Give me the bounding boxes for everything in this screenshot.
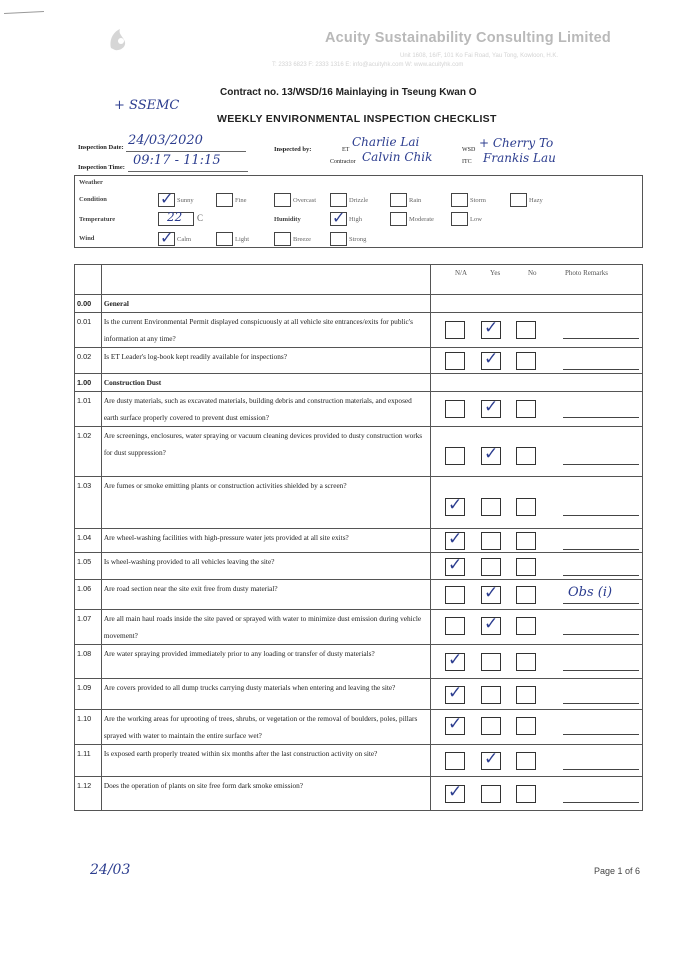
- no-checkbox[interactable]: [516, 586, 536, 604]
- humidity-low-label: Low: [470, 216, 482, 223]
- condition-fine-checkbox[interactable]: [216, 193, 233, 207]
- check-mark-icon: ✓: [332, 208, 346, 227]
- yes-checkbox[interactable]: [481, 397, 501, 418]
- answer-cell: [431, 348, 643, 374]
- table-row: [75, 348, 643, 374]
- no-checkbox[interactable]: [516, 617, 536, 635]
- item-number: 1.06: [75, 580, 102, 610]
- wsd-value: + Cherry To: [479, 136, 554, 150]
- item-number: 1.02: [75, 427, 102, 477]
- photo-remarks-column-header: Photo Remarks: [565, 269, 608, 277]
- yes-checkbox[interactable]: [481, 653, 501, 671]
- answer-cell: [431, 553, 643, 580]
- yes-checkbox[interactable]: [481, 444, 501, 465]
- yes-column-header: Yes: [490, 269, 501, 277]
- answer-header-cell: [431, 265, 643, 295]
- question-text: Are covers provided to all dump trucks carrying dusty materials when entering and leaving the site?: [101, 679, 430, 710]
- answer-cell: [431, 679, 643, 710]
- no-checkbox[interactable]: [516, 752, 536, 770]
- check-mark-icon: ✓: [160, 228, 174, 247]
- na-checkbox[interactable]: [445, 683, 465, 704]
- company-name: Acuity Sustainability Consulting Limited: [325, 30, 611, 46]
- item-number: 0.00: [75, 295, 102, 313]
- page-title: WEEKLY ENVIRONMENTAL INSPECTION CHECKLIST: [217, 113, 497, 125]
- question-text: Are water spraying provided immediately prior to any loading or transfer of dusty materials?: [101, 645, 430, 679]
- date-underline: [126, 151, 246, 152]
- yes-checkbox[interactable]: [481, 785, 501, 803]
- no-checkbox[interactable]: [516, 498, 536, 516]
- item-number: 0.02: [75, 348, 102, 374]
- answer-cell: [431, 313, 643, 348]
- condition-fine-label: Fine: [235, 197, 247, 204]
- humidity-moderate-checkbox[interactable]: [390, 212, 407, 226]
- company-logo-icon: [107, 26, 129, 52]
- no-checkbox[interactable]: [516, 532, 536, 550]
- na-checkbox[interactable]: [445, 400, 465, 418]
- question-text: Are the working areas for uprooting of trees, shrubs, or vegetation or the removal of boulders, poles, pillars sprayed with water to maintain the entire surface wet?: [101, 710, 430, 745]
- inspection-date-value: 24/03/2020: [128, 133, 203, 148]
- condition-label: Condition: [79, 196, 107, 203]
- no-checkbox[interactable]: [516, 400, 536, 418]
- check-mark-icon: ✓: [448, 555, 463, 575]
- table-row: [75, 745, 643, 777]
- section-row: [75, 374, 643, 392]
- temperature-field[interactable]: [158, 212, 194, 226]
- yes-checkbox[interactable]: [481, 532, 501, 550]
- humidity-low-checkbox[interactable]: [451, 212, 468, 226]
- checklist-table: [74, 264, 643, 811]
- yes-checkbox[interactable]: [481, 686, 501, 704]
- check-mark-icon: ✓: [484, 349, 499, 369]
- photo-remark-line[interactable]: [563, 515, 639, 516]
- wind-calm-label: Calm: [177, 236, 192, 243]
- table-row: [75, 313, 643, 348]
- weather-label: Weather: [79, 179, 103, 186]
- itc-value: Frankis Lau: [483, 151, 556, 165]
- no-checkbox[interactable]: [516, 653, 536, 671]
- item-number: 0.01: [75, 313, 102, 348]
- question-text: Are all main haul roads inside the site paved or sprayed with water to minimize dust emission during vehicle movement?: [101, 610, 430, 645]
- wind-calm-checkbox[interactable]: [158, 228, 175, 247]
- no-checkbox[interactable]: [516, 717, 536, 735]
- photo-remark-line[interactable]: [563, 603, 639, 604]
- no-checkbox[interactable]: [516, 686, 536, 704]
- table-row: [75, 777, 643, 811]
- item-number: 1.05: [75, 553, 102, 580]
- table-row: [75, 427, 643, 477]
- inspection-time-label: Inspection Time:: [78, 164, 125, 171]
- photo-remark-line[interactable]: [563, 734, 639, 735]
- wind-breeze-checkbox[interactable]: [274, 232, 291, 246]
- et-label: ET: [342, 147, 350, 153]
- na-checkbox[interactable]: [445, 321, 465, 339]
- wind-label: Wind: [79, 235, 95, 242]
- item-number: 1.12: [75, 777, 102, 811]
- question-text: Is exposed earth properly treated within six months after the last construction activity on site?: [101, 745, 430, 777]
- check-mark-icon: ✓: [160, 189, 174, 208]
- wind-breeze-label: Breeze: [293, 236, 312, 243]
- item-number: 1.00: [75, 374, 102, 392]
- photo-remark-line[interactable]: [563, 769, 639, 770]
- contractor-value: Calvin Chik: [362, 150, 433, 164]
- yes-checkbox[interactable]: [481, 318, 501, 339]
- yes-checkbox[interactable]: [481, 558, 501, 576]
- humidity-high-checkbox[interactable]: [330, 208, 347, 227]
- na-checkbox[interactable]: [445, 714, 465, 735]
- wsd-label: WSD: [462, 147, 476, 153]
- no-checkbox[interactable]: [516, 558, 536, 576]
- check-mark-icon: ✓: [448, 529, 463, 549]
- section-row: [75, 295, 643, 313]
- check-mark-icon: ✓: [448, 782, 463, 802]
- table-row: [75, 710, 643, 745]
- table-row: [75, 529, 643, 553]
- item-number: 1.10: [75, 710, 102, 745]
- temperature-unit: C: [197, 213, 204, 223]
- photo-remark-line[interactable]: [563, 338, 639, 339]
- no-checkbox[interactable]: [516, 321, 536, 339]
- no-checkbox[interactable]: [516, 447, 536, 465]
- check-mark-icon: ✓: [448, 650, 463, 670]
- photo-remark-line[interactable]: [563, 369, 639, 370]
- photo-remark-line[interactable]: [563, 634, 639, 635]
- page-number: Page 1 of 6: [594, 866, 641, 876]
- answer-cell: [431, 710, 643, 745]
- na-checkbox[interactable]: [445, 495, 465, 516]
- table-row: [75, 679, 643, 710]
- photo-remark-line[interactable]: [563, 802, 639, 803]
- condition-overcast-label: Overcast: [293, 197, 317, 204]
- answer-cell: [431, 529, 643, 553]
- yes-checkbox[interactable]: [481, 614, 501, 635]
- item-number: 1.03: [75, 477, 102, 529]
- condition-overcast-checkbox[interactable]: [274, 193, 291, 207]
- question-text: Is ET Leader's log-book kept readily available for inspections?: [101, 348, 430, 374]
- check-mark-icon: ✓: [484, 614, 499, 634]
- wind-light-checkbox[interactable]: [216, 232, 233, 246]
- answer-cell: [431, 645, 643, 679]
- question-text: Is the current Environmental Permit displayed conspicuously at all vehicle site entrances/exits for public's information at any time?: [101, 313, 430, 348]
- yes-checkbox[interactable]: [481, 717, 501, 735]
- wind-light-label: Light: [235, 236, 250, 243]
- condition-rain-label: Rain: [409, 197, 422, 204]
- humidity-moderate-label: Moderate: [409, 216, 434, 223]
- na-checkbox[interactable]: [445, 352, 465, 370]
- item-number: 1.08: [75, 645, 102, 679]
- section-title: Construction Dust: [101, 374, 430, 392]
- answer-cell: [431, 745, 643, 777]
- question-text: Does the operation of plants on site free form dark smoke emission?: [101, 777, 430, 811]
- answer-cell: [431, 392, 643, 427]
- photo-remark-line[interactable]: [563, 417, 639, 418]
- no-checkbox[interactable]: [516, 352, 536, 370]
- na-checkbox[interactable]: [445, 752, 465, 770]
- no-checkbox[interactable]: [516, 785, 536, 803]
- check-mark-icon: ✓: [484, 397, 499, 417]
- condition-sunny-checkbox[interactable]: [158, 189, 175, 208]
- photo-remark-text: Obs (i): [568, 585, 613, 600]
- item-number: 1.01: [75, 392, 102, 427]
- answer-cell: [431, 610, 643, 645]
- condition-drizzle-label: Drizzle: [349, 197, 369, 204]
- answer-cell: [431, 427, 643, 477]
- inspection-time-value: 09:17 - 11:15: [133, 153, 221, 168]
- na-checkbox[interactable]: [445, 782, 465, 803]
- na-column-header: N/A: [455, 269, 468, 277]
- condition-hazy-label: Hazy: [529, 197, 543, 204]
- company-address-line1: Unit 1608, 16/F, 101 Ko Fai Road, Yau Tong, Kowloon, H.K.: [400, 53, 559, 59]
- condition-storm-checkbox[interactable]: [451, 193, 468, 207]
- na-checkbox[interactable]: [445, 555, 465, 576]
- temperature-value: 22: [167, 210, 183, 224]
- na-checkbox[interactable]: [445, 617, 465, 635]
- check-mark-icon: ✓: [448, 714, 463, 734]
- condition-rain-checkbox[interactable]: [390, 193, 407, 207]
- temperature-label: Temperature: [79, 216, 116, 223]
- check-mark-icon: ✓: [448, 495, 463, 515]
- footer-handwritten-date: 24/03: [90, 862, 131, 878]
- answer-cell: [431, 580, 643, 610]
- photo-remark-line[interactable]: [563, 549, 639, 550]
- na-checkbox[interactable]: [445, 650, 465, 671]
- itc-label: ITC: [462, 159, 472, 165]
- na-checkbox[interactable]: [445, 447, 465, 465]
- photo-remark-line[interactable]: [563, 703, 639, 704]
- humidity-label: Humidity: [274, 216, 301, 223]
- contract-title: Contract no. 13/WSD/16 Mainlaying in Tseung Kwan O: [220, 87, 477, 98]
- yes-checkbox[interactable]: [481, 583, 501, 604]
- check-mark-icon: ✓: [484, 583, 499, 603]
- na-checkbox[interactable]: [445, 586, 465, 604]
- yes-checkbox[interactable]: [481, 498, 501, 516]
- table-row: [75, 392, 643, 427]
- answer-cell: [431, 295, 643, 313]
- table-header-row: [75, 265, 643, 295]
- question-text: Are fumes or smoke emitting plants or construction activities shielded by a screen?: [101, 477, 430, 529]
- condition-drizzle-checkbox[interactable]: [330, 193, 347, 207]
- table-row: [75, 645, 643, 679]
- answer-cell: [431, 777, 643, 811]
- na-checkbox[interactable]: [445, 529, 465, 550]
- time-underline: [128, 171, 248, 172]
- check-mark-icon: ✓: [484, 318, 499, 338]
- answer-cell: [431, 374, 643, 392]
- item-number: 1.11: [75, 745, 102, 777]
- question-text: Are road section near the site exit free from dusty material?: [101, 580, 430, 610]
- contractor-label: Contractor: [330, 159, 356, 165]
- photo-remark-line[interactable]: [563, 464, 639, 465]
- humidity-high-label: High: [349, 216, 362, 223]
- condition-sunny-label: Sunny: [177, 197, 194, 204]
- question-text: Are screenings, enclosures, water spraying or vacuum cleaning devices provided to dusty construction works for dust suppression?: [101, 427, 430, 477]
- table-row: [75, 553, 643, 580]
- question-text: Are dusty materials, such as excavated materials, building debris and construction materials, and exposed earth surface properly covered to prevent dust emission?: [101, 392, 430, 427]
- corner-note: + SSEMC: [114, 98, 180, 113]
- question-text: Are wheel-washing facilities with high-pressure water jets provided at all site exits?: [101, 529, 430, 553]
- table-row: [75, 477, 643, 529]
- inspection-date-label: Inspection Date:: [78, 144, 124, 151]
- no-column-header: No: [528, 269, 537, 277]
- photo-remark-line[interactable]: [563, 575, 639, 576]
- table-row: [75, 610, 643, 645]
- item-number: 1.04: [75, 529, 102, 553]
- check-mark-icon: ✓: [448, 683, 463, 703]
- question-text: Is wheel-washing provided to all vehicles leaving the site?: [101, 553, 430, 580]
- item-number: 1.07: [75, 610, 102, 645]
- checklist-rows: [75, 295, 643, 811]
- section-title: General: [101, 295, 430, 313]
- photo-remark-line[interactable]: [563, 670, 639, 671]
- scan-mark: [4, 11, 44, 14]
- table-row: [75, 580, 643, 610]
- answer-cell: [431, 477, 643, 529]
- company-address-line2: T: 2333 6823 F: 2333 1316 E: info@acuityhk.com W: www.acuityhk.com: [272, 62, 464, 68]
- check-mark-icon: ✓: [484, 444, 499, 464]
- wind-strong-checkbox[interactable]: [330, 232, 347, 246]
- item-number: 1.09: [75, 679, 102, 710]
- wind-strong-label: Strong: [349, 236, 367, 243]
- condition-hazy-checkbox[interactable]: [510, 193, 527, 207]
- yes-checkbox[interactable]: [481, 749, 501, 770]
- inspected-by-label: Inspected by:: [274, 146, 312, 153]
- et-value: Charlie Lai: [352, 135, 420, 149]
- check-mark-icon: ✓: [484, 749, 499, 769]
- condition-storm-label: Storm: [470, 197, 486, 204]
- yes-checkbox[interactable]: [481, 349, 501, 370]
